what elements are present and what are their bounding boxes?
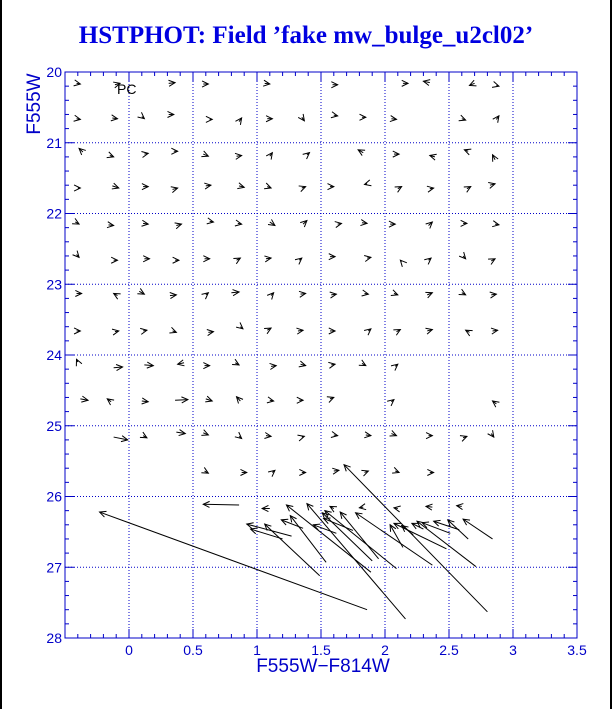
vector-arrow-110: [203, 363, 209, 369]
vector-arrow-131: [201, 430, 208, 436]
vector-arrow-32: [393, 151, 399, 157]
vector-arrow-26: [171, 148, 177, 154]
vector-arrow-62: [461, 220, 467, 226]
arrow-head: [335, 222, 342, 228]
vector-arrow-164: [265, 524, 320, 576]
vector-arrow-135: [331, 432, 338, 438]
arrow-head: [459, 115, 466, 121]
arrow-head: [112, 329, 119, 335]
arrow-head: [264, 183, 271, 189]
arrow-shaft: [307, 504, 406, 619]
x-tick-label-6: 3: [509, 642, 517, 658]
vector-arrow-158: [325, 511, 397, 569]
vector-arrow-107: [114, 364, 123, 370]
vector-arrow-34: [464, 149, 471, 155]
arrow-head: [74, 80, 81, 86]
vector-arrow-118: [107, 399, 114, 405]
vector-arrow-176: [313, 524, 336, 533]
y-tick-label-3: 23: [46, 276, 62, 293]
vector-arrow-88: [391, 290, 398, 296]
arrow-head: [493, 116, 499, 123]
vector-arrow-172: [463, 519, 492, 539]
arrow-head: [356, 513, 363, 519]
vector-arrow-86: [330, 292, 337, 298]
vector-arrow-94: [140, 328, 147, 334]
y-tick-label-5: 25: [46, 417, 62, 434]
vector-arrow-148: [427, 469, 433, 475]
vector-arrow-95: [169, 327, 176, 333]
arrow-head: [469, 80, 476, 86]
vector-arrow-84: [267, 293, 273, 300]
vector-arrow-82: [202, 293, 209, 299]
arrow-head: [331, 432, 338, 438]
x-tick-label-2: 1: [253, 642, 261, 658]
plot-annotation: PC: [117, 81, 137, 97]
vector-arrow-97: [236, 322, 243, 328]
vector-arrow-66: [143, 256, 149, 262]
arrow-shaft: [325, 511, 397, 569]
vector-arrow-59: [360, 220, 367, 226]
vector-arrow-96: [207, 329, 214, 335]
arrow-head: [364, 256, 371, 262]
vector-arrow-60: [389, 221, 395, 227]
vector-arrow-68: [203, 256, 209, 262]
vector-arrow-109: [178, 360, 185, 366]
vector-arrow-108: [144, 362, 153, 368]
vector-arrow-151: [330, 506, 337, 512]
vector-arrow-16: [266, 116, 272, 122]
y-axis-label: F555W: [24, 73, 45, 135]
vector-arrow-133: [264, 432, 271, 438]
vector-arrow-159: [344, 465, 487, 612]
vector-arrow-9: [492, 82, 499, 88]
vector-arrow-116: [391, 364, 398, 370]
vector-arrow-28: [235, 153, 242, 159]
arrow-head: [361, 470, 368, 476]
arrow-head: [298, 114, 304, 121]
vector-arrow-156: [100, 511, 368, 609]
x-tick-label-7: 3.5: [567, 642, 587, 658]
vector-arrow-136: [364, 432, 371, 438]
arrow-head: [140, 328, 147, 334]
vector-arrow-103: [425, 328, 432, 334]
y-tick-label-4: 24: [46, 347, 62, 363]
vector-arrow-145: [332, 468, 339, 474]
vector-arrow-129: [140, 432, 147, 438]
vector-arrow-104: [466, 330, 473, 336]
x-tick-label-5: 2.5: [439, 642, 459, 658]
arrow-shaft: [344, 465, 487, 612]
arrow-shaft: [203, 504, 239, 505]
arrow-head: [232, 359, 239, 365]
vector-arrow-168: [390, 525, 403, 548]
vector-arrow-142: [240, 469, 246, 475]
arrow-head: [235, 118, 241, 125]
vector-arrow-7: [423, 80, 430, 86]
axis-ticks: [46, 64, 587, 658]
vector-arrow-125: [327, 397, 334, 403]
vector-arrow-19: [359, 114, 365, 120]
vector-arrow-149: [203, 501, 239, 507]
arrow-head: [327, 397, 334, 403]
vector-arrow-101: [364, 329, 371, 335]
vector-arrow-111: [232, 359, 239, 365]
arrow-head: [76, 359, 82, 366]
vector-arrow-0: [74, 80, 81, 86]
arrow-head: [330, 506, 337, 512]
vector-arrow-53: [175, 223, 182, 229]
arrow-head: [171, 187, 178, 193]
vector-arrow-69: [233, 258, 240, 264]
grid: [65, 72, 577, 638]
vector-arrow-169: [402, 526, 414, 535]
arrow-head: [463, 519, 470, 525]
vector-arrow-121: [205, 396, 212, 402]
vector-arrow-105: [491, 328, 498, 334]
arrow-head: [394, 506, 401, 512]
arrow-head: [331, 112, 338, 118]
arrow-head: [359, 360, 366, 366]
arrow-head: [299, 186, 306, 192]
vector-arrow-117: [80, 396, 88, 402]
vector-arrow-175: [281, 519, 303, 528]
vector-arrow-80: [137, 288, 144, 294]
arrow-head: [492, 221, 499, 227]
vector-arrow-27: [201, 151, 208, 157]
vector-arrow-61: [426, 222, 433, 229]
vector-arrow-18: [331, 112, 338, 118]
vector-arrow-77: [488, 259, 495, 265]
arrow-head: [297, 435, 304, 441]
vector-arrow-5: [331, 82, 337, 88]
vector-arrow-54: [207, 218, 214, 224]
vector-arrow-13: [167, 111, 173, 117]
vector-arrow-122: [237, 397, 243, 404]
vector-arrow-93: [112, 329, 119, 335]
y-tick-label-7: 27: [46, 559, 62, 576]
vector-arrow-128: [114, 436, 128, 442]
vector-arrow-124: [297, 397, 303, 403]
vector-arrow-76: [459, 252, 465, 259]
vector-arrow-81: [170, 293, 177, 299]
arrow-head: [141, 152, 148, 158]
vector-arrow-38: [142, 184, 148, 190]
arrow-head: [427, 186, 434, 192]
arrow-shaft: [390, 525, 403, 548]
vector-arrow-155: [457, 504, 464, 510]
arrow-head: [264, 328, 271, 334]
vector-arrow-21: [459, 115, 466, 121]
arrow-head: [362, 290, 369, 296]
vector-arrow-25: [141, 152, 148, 158]
vector-arrow-31: [358, 150, 365, 156]
arrow-head: [425, 328, 432, 334]
vector-arrow-83: [231, 290, 239, 296]
vector-arrow-64: [73, 251, 79, 258]
arrow-head: [464, 187, 471, 193]
vector-arrow-138: [426, 433, 432, 439]
arrow-head: [488, 430, 494, 437]
vector-arrow-35: [493, 155, 499, 162]
vector-arrow-126: [387, 400, 394, 406]
vector-arrow-51: [107, 222, 114, 228]
arrow-head: [74, 115, 81, 121]
arrow-head: [459, 289, 466, 295]
vector-field: [72, 80, 499, 619]
vector-arrow-41: [237, 183, 244, 189]
vector-arrow-79: [114, 293, 121, 299]
arrow-head: [266, 153, 272, 160]
vector-arrow-153: [394, 506, 401, 512]
x-tick-label-1: 0.5: [183, 642, 203, 658]
arrow-head: [206, 116, 212, 122]
vector-arrow-123: [267, 397, 274, 403]
vector-arrow-65: [111, 257, 117, 263]
vector-arrow-24: [107, 152, 114, 158]
vector-arrow-47: [427, 186, 434, 192]
arrow-shaft: [463, 519, 492, 539]
vector-arrow-20: [390, 116, 397, 122]
vector-arrow-4: [263, 80, 270, 86]
arrow-head: [107, 152, 114, 158]
vector-arrow-73: [364, 256, 371, 262]
x-tick-label-3: 1.5: [311, 642, 331, 658]
arrow-head: [137, 288, 144, 294]
vector-arrow-72: [329, 254, 335, 260]
vector-arrow-45: [365, 180, 372, 186]
arrow-head: [390, 430, 397, 436]
vector-arrow-92: [74, 328, 80, 334]
arrow-head: [395, 187, 402, 193]
vector-arrow-17: [298, 114, 304, 121]
vector-arrow-23: [79, 148, 86, 155]
vector-arrow-115: [359, 360, 366, 366]
vector-arrow-2: [168, 80, 175, 86]
arrow-head: [493, 155, 499, 162]
vector-arrow-49: [488, 183, 495, 189]
vector-arrow-48: [464, 187, 471, 193]
vector-arrow-42: [264, 183, 271, 189]
arrow-head: [169, 327, 176, 333]
arrow-head: [201, 430, 208, 436]
arrow-head: [460, 436, 467, 442]
y-tick-label-0: 20: [46, 64, 62, 80]
vector-arrow-132: [235, 432, 242, 438]
vector-arrow-143: [268, 470, 275, 476]
arrow-head: [392, 467, 399, 473]
vector-arrow-8: [469, 80, 476, 86]
vector-arrow-89: [425, 292, 432, 298]
vector-arrow-11: [111, 115, 118, 121]
vector-arrow-30: [303, 153, 310, 159]
vector-arrow-154: [426, 504, 433, 510]
arrow-head: [268, 219, 275, 225]
arrow-head: [359, 504, 366, 510]
vector-arrow-36: [74, 185, 80, 191]
vector-arrow-114: [328, 362, 335, 368]
y-tick-label-6: 26: [46, 488, 62, 505]
y-tick-label-1: 21: [46, 134, 62, 151]
vector-arrow-58: [335, 222, 342, 228]
arrow-head: [201, 467, 208, 473]
vector-arrow-52: [142, 220, 149, 226]
arrow-head: [140, 432, 147, 438]
arrow-head: [391, 290, 398, 296]
vector-arrow-119: [142, 398, 149, 404]
arrow-head: [358, 150, 365, 156]
arrow-head: [207, 218, 214, 224]
vector-arrow-22: [493, 116, 499, 123]
vector-arrow-160: [356, 513, 433, 565]
vector-arrow-134: [297, 435, 304, 441]
arrow-shaft: [265, 524, 320, 576]
vector-arrow-56: [268, 219, 275, 225]
x-tick-label-4: 2: [381, 642, 389, 658]
vector-arrow-141: [201, 467, 208, 473]
vector-arrow-50: [72, 218, 79, 224]
arrow-head: [235, 220, 242, 226]
vector-arrow-130: [176, 430, 185, 436]
vector-arrow-63: [492, 221, 499, 227]
arrow-head: [74, 185, 80, 191]
vector-arrow-33: [430, 154, 437, 160]
vector-arrow-162: [417, 521, 476, 566]
vector-arrow-90: [459, 289, 466, 295]
vector-arrow-139: [460, 436, 467, 442]
arrow-head: [267, 397, 274, 403]
vector-arrow-99: [296, 328, 303, 334]
vector-arrow-12: [138, 112, 145, 118]
y-tick-label-8: 28: [46, 630, 62, 646]
arrow-head: [365, 180, 372, 186]
arrow-head: [201, 151, 208, 157]
y-tick-label-2: 22: [46, 205, 62, 222]
arrow-head: [175, 223, 182, 229]
vector-arrow-57: [300, 221, 307, 228]
vector-arrow-67: [173, 257, 179, 263]
arrow-shaft: [356, 513, 433, 565]
vector-arrow-29: [266, 153, 272, 160]
vector-arrow-112: [270, 363, 277, 369]
vector-arrow-75: [424, 258, 431, 264]
arrow-head: [466, 330, 473, 336]
arrow-head: [233, 258, 240, 264]
arrow-head: [328, 362, 335, 368]
vector-arrow-137: [390, 430, 397, 436]
vector-arrow-127: [493, 401, 500, 407]
vector-arrow-3: [202, 81, 208, 87]
vector-arrow-147: [392, 467, 399, 473]
vector-arrow-55: [235, 220, 242, 226]
vector-arrow-150: [262, 505, 270, 511]
arrow-head: [488, 183, 495, 189]
vector-arrow-43: [299, 186, 306, 192]
arrow-head: [72, 218, 79, 224]
x-axis-label: F555W−F814W: [256, 656, 390, 677]
vector-arrow-6: [402, 80, 408, 86]
arrow-head: [393, 330, 400, 336]
vector-arrow-37: [112, 183, 119, 189]
arrow-head: [430, 154, 437, 160]
vector-arrow-14: [206, 116, 212, 122]
arrow-head: [237, 183, 244, 189]
vector-arrow-10: [74, 115, 81, 121]
vector-arrow-146: [361, 470, 368, 476]
vector-arrow-74: [400, 260, 406, 267]
vector-arrow-85: [299, 291, 306, 297]
window-border-left: [0, 0, 2, 709]
vector-arrow-152: [359, 504, 366, 510]
chart-title: HSTPHOT: Field ’fake mw_bulge_u2cl02’: [78, 22, 534, 49]
vector-arrow-87: [362, 290, 369, 296]
arrow-head: [114, 293, 121, 299]
vector-arrow-70: [264, 256, 271, 262]
x-tick-label-0: 0: [125, 642, 133, 658]
vector-arrow-98: [264, 328, 271, 334]
vector-arrow-44: [327, 184, 333, 190]
vector-arrow-120: [175, 397, 188, 403]
arrow-head: [488, 259, 495, 265]
vector-arrow-91: [490, 292, 497, 298]
vector-arrow-71: [295, 258, 302, 264]
vector-arrow-78: [75, 290, 81, 296]
vector-arrow-102: [393, 330, 400, 336]
vector-arrow-100: [329, 328, 335, 334]
vector-arrow-106: [76, 359, 82, 366]
vector-arrow-157: [307, 504, 406, 619]
arrow-head: [299, 361, 306, 367]
vector-arrow-113: [299, 361, 306, 367]
vector-arrow-15: [235, 118, 241, 125]
vector-arrow-144: [299, 469, 305, 475]
vector-arrow-46: [395, 187, 402, 193]
arrow-shaft: [417, 521, 476, 566]
arrow-head: [492, 82, 499, 88]
arrow-head: [425, 292, 432, 298]
vector-arrow-140: [488, 430, 494, 437]
vector-arrow-40: [204, 183, 211, 189]
arrow-head: [464, 149, 471, 155]
vector-arrow-39: [171, 187, 178, 193]
